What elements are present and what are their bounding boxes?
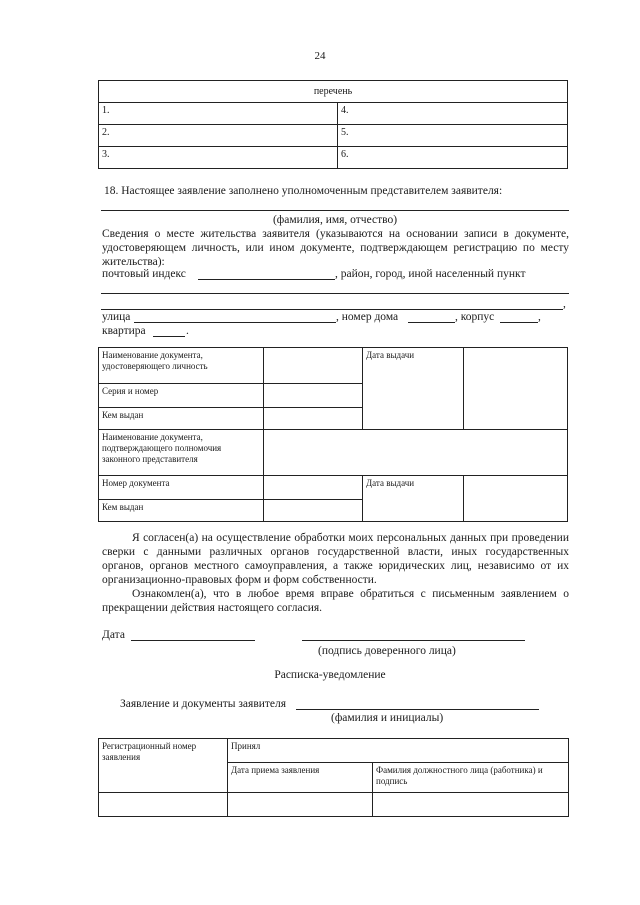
house-field[interactable] <box>408 322 455 323</box>
issued-by-label: Кем выдан <box>99 408 264 430</box>
issue-date2-label: Дата выдачи <box>363 476 464 522</box>
list-cell-1: 1. <box>99 103 338 125</box>
building-label: , корпус <box>455 311 495 323</box>
issue-date2-value[interactable] <box>464 476 568 522</box>
list-cell-3: 3. <box>99 147 338 169</box>
list-cell-5: 5. <box>338 125 568 147</box>
applicant-name-field[interactable] <box>296 709 539 710</box>
reg-number-value[interactable] <box>99 793 228 817</box>
address-comma: , <box>563 298 566 310</box>
issued-by-value[interactable] <box>264 408 363 430</box>
reg-number-label: Регистрационный номер заявления <box>99 739 228 793</box>
street-field[interactable] <box>134 322 336 323</box>
house-label: , номер дома <box>336 311 399 323</box>
doc-number-label: Номер документа <box>99 476 264 500</box>
fio-caption: (фамилия, имя, отчество) <box>272 214 398 226</box>
issued-by2-value[interactable] <box>264 500 363 522</box>
official-label: Фамилия должностного лица (работника) и подпись <box>373 763 569 793</box>
residence-text: Сведения о месте жительства заявителя (указываются на основании записи в документе, удостоверяющем личность, или ином документе, подтверждающем регистрацию по месту жительства): <box>102 228 569 268</box>
building-field[interactable] <box>500 322 538 323</box>
document-table <box>98 347 568 522</box>
section18-heading: 18. Настоящее заявление заполнено уполномоченным представителем заявителя: <box>104 185 503 197</box>
consent-paragraph: Я согласен(а) на осуществление обработки моих персональных данных при проведении сверки с данными различных органов государственной власти, иных государственных органов, органов местного самоуправления, а также юридических лиц, независимо от их организационно-правовых форм и форм собственности. <box>102 532 569 586</box>
list-table <box>98 80 568 169</box>
list-cell-6: 6. <box>338 147 568 169</box>
acknowledgement-paragraph: Ознакомлен(а), что в любое время вправе обратиться с письменным заявлением о прекращении действия настоящего согласия. <box>102 588 569 614</box>
apartment-field[interactable] <box>153 336 185 337</box>
apartment-label: квартира <box>102 325 146 337</box>
page-number: 24 <box>314 50 326 62</box>
authority-doc-name-value[interactable] <box>264 430 568 476</box>
accepted-label: Принял <box>228 739 569 763</box>
district-label: , район, город, иной населенный пункт <box>335 268 526 280</box>
name-caption: (фамилия и инициалы) <box>331 712 444 724</box>
street-label: улица <box>102 311 131 323</box>
issued-by2-label: Кем выдан <box>99 500 264 522</box>
issue-date-value[interactable] <box>464 348 568 430</box>
series-number-value[interactable] <box>264 384 363 408</box>
postal-code-field[interactable] <box>198 279 335 280</box>
series-number-label: Серия и номер <box>99 384 264 408</box>
list-cell-4: 4. <box>338 103 568 125</box>
signature-field[interactable] <box>302 640 525 641</box>
issue-date-label: Дата выдачи <box>363 348 464 430</box>
building-end: , <box>538 311 541 323</box>
date-field[interactable] <box>131 640 255 641</box>
signature-caption: (подпись доверенного лица) <box>318 645 456 657</box>
doc-number-value[interactable] <box>264 476 363 500</box>
receipt-table <box>98 738 569 817</box>
authority-doc-name-label: Наименование документа, подтверждающего полномочия законного представителя <box>99 430 264 476</box>
list-cell-2: 2. <box>99 125 338 147</box>
postal-label: почтовый индекс <box>102 268 186 280</box>
statement-label: Заявление и документы заявителя <box>120 698 287 710</box>
official-value[interactable] <box>373 793 569 817</box>
list-table-header: перечень <box>99 81 568 103</box>
apartment-end: . <box>186 325 189 337</box>
date-label: Дата <box>102 629 125 641</box>
accept-date-label: Дата приема заявления <box>228 763 373 793</box>
accept-date-value[interactable] <box>228 793 373 817</box>
representative-name-field[interactable] <box>101 210 569 211</box>
address-line-1[interactable] <box>101 293 569 294</box>
id-doc-name-value[interactable] <box>264 348 363 384</box>
id-doc-name-label: Наименование документа, удостоверяющего личность <box>99 348 264 384</box>
receipt-title: Расписка-уведомление <box>274 669 386 681</box>
